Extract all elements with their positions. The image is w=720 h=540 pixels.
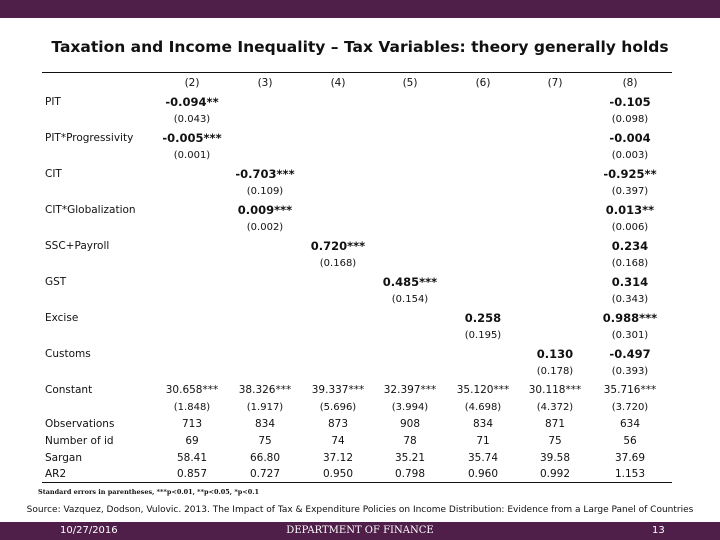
statistic-cell: 75 [258,435,272,447]
coefficient-cell: -0.005*** [162,131,222,145]
coefficient-cell: -0.094** [165,95,219,109]
footer-date: 10/27/2016 [60,525,118,536]
slide-title: Taxation and Income Inequality – Tax Variables: theory generally holds [51,38,669,56]
statistic-cell: 0.857 [176,468,208,480]
standard-error-cell: (0.343) [611,294,649,305]
coefficient-cell: 0.234 [611,239,649,253]
column-header: (8) [622,77,638,89]
column-header: (5) [402,77,418,89]
column-header: (3) [257,77,273,89]
standard-error-cell: (0.154) [391,294,429,305]
statistic-cell: 38.326*** [238,384,292,396]
row-label: Number of id [45,435,114,447]
statistic-cell: 30.658*** [165,384,219,396]
coefficient-cell: -0.703*** [235,167,295,181]
statistic-cell: 873 [327,418,349,430]
statistic-cell: 0.798 [394,468,426,480]
row-label: PIT*Progressivity [45,132,134,144]
coefficient-cell: 0.009*** [237,203,293,217]
footer-department: DEPARTMENT OF FINANCE [286,525,434,536]
statistic-cell: 35.120*** [456,384,510,396]
column-header: (7) [547,77,563,89]
standard-error-cell: (0.393) [611,366,649,377]
statistic-cell: 0.960 [467,468,499,480]
coefficient-cell: 0.013** [605,203,655,217]
statistic-cell: 37.69 [614,452,646,464]
statistic-cell: 75 [548,435,562,447]
statistic-cell: 71 [476,435,490,447]
row-label: Excise [45,312,79,324]
footer-page-number: 13 [652,525,665,536]
top-banner [0,0,720,18]
row-label: PIT [45,96,61,108]
standard-error-cell: (0.301) [611,330,649,341]
column-header: (4) [330,77,346,89]
standard-error-cell: (1.917) [246,402,284,413]
column-header: (6) [475,77,491,89]
table-bottom-rule [42,482,672,483]
row-label: Observations [45,418,115,430]
coefficient-cell: -0.105 [609,95,651,109]
standard-error-cell: (4.372) [536,402,574,413]
standard-error-cell: (3.994) [391,402,429,413]
statistic-cell: 35.716*** [603,384,657,396]
statistic-cell: 78 [403,435,417,447]
statistic-cell: 35.74 [467,452,499,464]
statistic-cell: 35.21 [394,452,426,464]
source-citation: Source: Vazquez, Dodson, Vulovic. 2013. The Impact of Tax & Expenditure Policies on Income Distribution: Evidence from a Large Panel of Countries [26,505,694,515]
row-label: CIT [45,168,62,180]
coefficient-cell: -0.497 [609,347,651,361]
statistic-cell: 39.337*** [311,384,365,396]
statistic-cell: 66.80 [249,452,281,464]
standard-error-cell: (4.698) [464,402,502,413]
statistic-cell: 74 [331,435,345,447]
statistic-cell: 30.118*** [528,384,582,396]
footer-bar [0,522,720,540]
standard-error-cell: (0.001) [173,150,211,161]
coefficient-cell: 0.258 [464,311,502,325]
statistic-cell: 0.992 [539,468,571,480]
standard-error-cell: (0.397) [611,186,649,197]
standard-error-cell: (0.006) [611,222,649,233]
row-label: CIT*Globalization [45,204,136,216]
standard-error-cell: (0.002) [246,222,284,233]
statistic-cell: 0.727 [249,468,281,480]
table-top-rule [42,72,672,73]
statistic-cell: 32.397*** [383,384,437,396]
row-label: AR2 [45,468,67,480]
statistic-cell: 1.153 [614,468,646,480]
row-label: Constant [45,384,93,396]
standard-error-cell: (0.109) [246,186,284,197]
coefficient-cell: 0.130 [536,347,574,361]
statistic-cell: 58.41 [176,452,208,464]
standard-error-cell: (0.098) [611,114,649,125]
coefficient-cell: 0.314 [611,275,649,289]
row-label: GST [45,276,67,288]
statistic-cell: 0.950 [322,468,354,480]
statistic-cell: 39.58 [539,452,571,464]
statistic-cell: 871 [544,418,566,430]
statistic-cell: 69 [185,435,199,447]
coefficient-cell: -0.004 [609,131,651,145]
statistic-cell: 634 [619,418,641,430]
standard-error-cell: (0.195) [464,330,502,341]
statistic-cell: 834 [254,418,276,430]
coefficient-cell: 0.720*** [310,239,366,253]
statistic-cell: 908 [399,418,421,430]
standard-error-cell: (0.168) [611,258,649,269]
standard-error-cell: (1.848) [173,402,211,413]
coefficient-cell: 0.988*** [602,311,658,325]
statistic-cell: 713 [181,418,203,430]
standard-error-cell: (0.043) [173,114,211,125]
column-header: (2) [184,77,200,89]
statistic-cell: 834 [472,418,494,430]
standard-error-cell: (0.178) [536,366,574,377]
row-label: SSC+Payroll [45,240,110,252]
coefficient-cell: 0.485*** [382,275,438,289]
standard-error-cell: (0.003) [611,150,649,161]
standard-error-cell: (3.720) [611,402,649,413]
row-label: Customs [45,348,91,360]
standard-error-cell: (5.696) [319,402,357,413]
statistic-cell: 37.12 [322,452,354,464]
standard-error-cell: (0.168) [319,258,357,269]
coefficient-cell: -0.925** [603,167,657,181]
row-label: Sargan [45,452,82,464]
table-footnote: Standard errors in parentheses, ***p<0.01, **p<0.05, *p<0.1 [38,488,260,496]
statistic-cell: 56 [623,435,637,447]
